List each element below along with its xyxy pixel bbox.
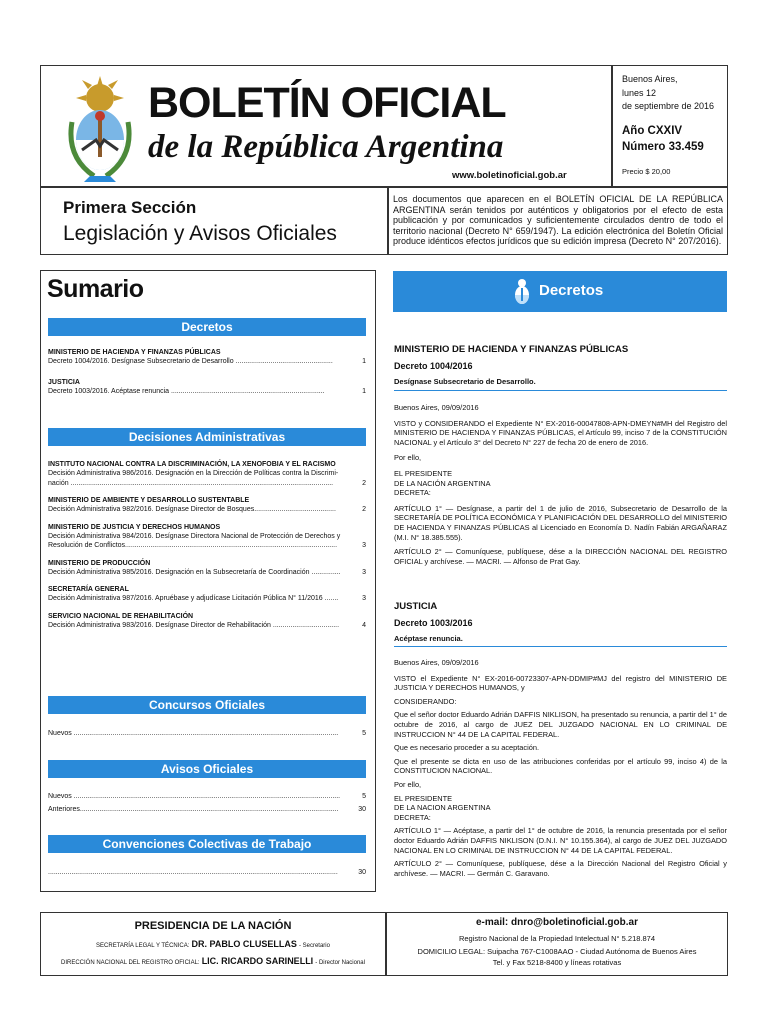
list-item-head: MINISTERIO DE JUSTICIA Y DERECHOS HUMANOS <box>48 523 221 531</box>
list-item[interactable]: Decisión Administrativa 985/2016. Designación en la Subsecretaría de Coordinación ............... 3 <box>48 568 366 576</box>
edition-date: de septiembre de 2016 <box>622 101 715 111</box>
decree-porello: Por ello, <box>394 453 422 463</box>
decree-paragraph: Que el señor doctor Eduardo Adrián DAFFIS NIKLISON, ha presentado su renuncia, a partir del 1° de octubre de 2016, al cargo de JUEZ DEL JUZGADO NACIONAL EN LO CRIMINAL DE INSTRUCCION N° 44 DE LA CAPITAL FEDERAL. <box>394 710 727 739</box>
masthead-url[interactable]: www.boletinoficial.gob.ar <box>452 170 567 181</box>
decree-nacion: DE LA NACIÓN ARGENTINA <box>394 478 491 488</box>
list-item[interactable]: Decisión Administrativa 983/2016. Desígnase Director de Rehabilitación .................................. 4 <box>48 621 366 629</box>
list-item[interactable]: Decisión Administrativa 986/2016. Designación en la Dirección de Políticas contra la Discrimi- <box>48 470 339 477</box>
list-item-head: SERVICIO NACIONAL DE REHABILITACIÓN <box>48 612 194 620</box>
edition-weekday: lunes 12 <box>622 88 657 98</box>
list-item-head: SECRETARÍA GENERAL <box>48 586 129 593</box>
footer-dir-label: DIRECCIÓN NACIONAL DEL REGISTRO OFICIAL: <box>61 960 200 966</box>
sumario-concursos-bar[interactable]: Concursos Oficiales <box>48 696 366 714</box>
sumario-decretos-bar[interactable]: Decretos <box>48 318 366 336</box>
decree-nacion: DE LA NACION ARGENTINA <box>394 803 491 813</box>
legal-notice: Los documentos que aparecen en el BOLETÍN OFICIAL DE LA REPÚBLICA ARGENTINA serán tenidos por auténticos y obligatorios por el efecto de esta publicación y por comunicados y suficientemente circulados dentro de todo el territorio nacional (Decreto N° 659/1947). La edición electrónica del Boletín Oficial produce idénticos efectos jurídicos que su edición impresa (Decreto N° 207/2016). <box>393 194 723 247</box>
sumario-decisiones-bar[interactable]: Decisiones Administrativas <box>48 428 366 446</box>
list-item[interactable]: Decisión Administrativa 987/2016. Apruébase y adjudícase Licitación Pública N° 11/2016 ....... 3 <box>48 595 366 602</box>
decree-date: Buenos Aires, 09/09/2016 <box>394 658 479 667</box>
footer-registro: Registro Nacional de la Propiedad Intelectual N° 5.218.874 <box>458 934 656 943</box>
decreto-1004 <box>394 344 727 386</box>
coat-of-arms-icon <box>60 72 140 184</box>
list-item[interactable]: Decisión Administrativa 984/2016. Desígnase Directora Nacional de Protección de Derechos y <box>48 532 341 540</box>
decreto-1003-body <box>394 658 727 878</box>
sumario-title: Sumario <box>47 275 144 303</box>
masthead-title: BOLETÍN OFICIAL <box>148 79 506 127</box>
decree-summary: Acéptase renuncia. <box>394 634 463 643</box>
list-item-head: MINISTERIO DE AMBIENTE Y DESARROLLO SUSTENTABLE <box>48 497 250 504</box>
edition-number: Número 33.459 <box>622 141 704 153</box>
list-item[interactable]: Nuevos ........................................................................................................................................ 5 <box>48 730 366 737</box>
decree-visto: VISTO y CONSIDERANDO el Expediente N° EX-2016-00047808-APN-DMEYN#MH del Registro del MINISTERIO DE HACIENDA Y FINANZAS PÚBLICAS, el Artículo 99, inciso 7 de la CONSTITUCIÓN NACIONAL y el Artículo 3° del Decreto N° 227 de fecha 20 de enero de 2016. <box>394 418 727 447</box>
list-item-head: MINISTERIO DE HACIENDA Y FINANZAS PÚBLICAS <box>48 349 221 356</box>
footer-dir-role: - Director Nacional <box>315 960 365 966</box>
list-item-head: JUSTICIA <box>48 378 80 386</box>
footer-sec-label: SECRETARÍA LEGAL Y TÉCNICA: <box>96 943 190 949</box>
decree-considerando: CONSIDERANDO: <box>394 696 457 706</box>
footer-direccion <box>40 956 386 966</box>
decretos-banner[interactable] <box>393 271 727 312</box>
banner-coat-of-arms-icon <box>511 277 533 307</box>
decree-number: Decreto 1003/2016 <box>394 618 473 628</box>
decree-article-1: ARTÍCULO 1° — Acéptase, a partir del 1° de octubre de 2016, la renuncia presentada por el señor doctor Eduardo Adrián DAFFIS NIKLISON (D.N.I. N° 10.155.364), al cargo de JUEZ DEL JUZGADO NACIONAL EN LO CRIMINAL DE INSTRUCCION N° 44 DE LA CAPITAL FEDERAL. <box>394 826 727 855</box>
list-item[interactable]: nación ....................................................................................................................................... 2 <box>48 479 366 487</box>
footer-secretaria <box>40 939 386 949</box>
decree-ministry: MINISTERIO DE HACIENDA Y FINANZAS PÚBLICAS <box>394 344 629 355</box>
list-item[interactable]: Decreto 1004/2016. Desígnase Subsecretario de Desarrollo .................................................. 1 <box>48 358 366 365</box>
list-item-head: MINISTERIO DE PRODUCCIÓN <box>48 559 151 567</box>
sumario-avisos-list <box>48 792 366 814</box>
list-item[interactable]: Decisión Administrativa 982/2016. Desígnase Director de Bosques.......................................... 2 <box>48 506 366 513</box>
decree-divider <box>394 390 727 391</box>
list-item[interactable]: Nuevos ......................................................................................................................................... 5 <box>48 793 366 800</box>
list-item-head: INSTITUTO NACIONAL CONTRA LA DISCRIMINACIÓN, LA XENOFOBIA Y EL RACISMO <box>48 461 336 468</box>
decreto-1003 <box>394 601 727 643</box>
edition-price: Precio $ 20,00 <box>622 167 671 176</box>
decree-paragraph: Que el presente se dicta en uso de las atribuciones conferidas por el artículo 99, inciso 4) de la CONSTITUCION NACIONAL. <box>394 756 727 776</box>
section-subtitle: Legislación y Avisos Oficiales <box>63 222 337 245</box>
footer-dir-name: LIC. RICARDO SARINELLI <box>201 956 314 966</box>
footer-left-title: PRESIDENCIA DE LA NACIÓN <box>134 920 292 932</box>
sumario-avisos-bar[interactable]: Avisos Oficiales <box>48 760 366 778</box>
footer-sec-role: - Secretario <box>298 943 330 949</box>
decree-divider <box>394 646 727 647</box>
decree-article-1: ARTÍCULO 1° — Desígnase, a partir del 1 de julio de 2016, Subsecretario de Desarrollo de la SECRETARÍA DE POLÍTICA ECONÓMICA Y PLANIFICACIÓN DEL DESARROLLO del MINISTERIO DE HACIENDA Y FINANZAS PÚBLICAS al Licenciado en Economía D. Nadín Fabián ARGAÑARAZ (M.I. N° 18.385.555). <box>394 503 727 542</box>
decree-summary: Desígnase Subsecretario de Desarrollo. <box>394 377 536 386</box>
list-item[interactable]: Anteriores..................................................................................................................................... 30 <box>48 805 366 813</box>
footer-sec-name: DR. PABLO CLUSELLAS <box>191 939 297 949</box>
list-item[interactable]: Decreto 1003/2016. Acéptase renuncia ............................................................................... 1 <box>48 387 366 395</box>
edition-year: Año CXXIV <box>622 125 683 137</box>
footer-domicilio: DOMICILIO LEGAL: Suipacha 767-C1008AAO - Ciudad Autónoma de Buenos Aires <box>417 947 697 956</box>
decree-visto: VISTO el Expediente N° EX-2016-00723307-APN-DDMIP#MJ del registro del MINISTERIO DE JUSTICIA Y DERECHOS HUMANOS, y <box>394 673 727 693</box>
decree-ministry: JUSTICIA <box>394 601 438 612</box>
decree-decreta: DECRETA: <box>394 812 431 822</box>
decree-decreta: DECRETA: <box>394 488 431 498</box>
decree-paragraph: Que es necesario proceder a su aceptación. <box>394 743 540 753</box>
masthead-subtitle: de la República Argentina <box>148 129 504 165</box>
decretos-banner-label: Decretos <box>539 282 604 299</box>
decree-number: Decreto 1004/2016 <box>394 361 473 371</box>
decree-presidente: EL PRESIDENTE <box>394 468 453 478</box>
list-item[interactable]: Resolución de Conflictos............................................................................................................. 3 <box>48 542 366 549</box>
section-title: Primera Sección <box>63 198 197 217</box>
sumario-convenciones-bar[interactable]: Convenciones Colectivas de Trabajo <box>48 835 366 853</box>
decree-porello: Por ello, <box>394 779 422 789</box>
sumario-decisiones-list <box>48 460 366 630</box>
footer-email[interactable]: e-mail: dnro@boletinoficial.gob.ar <box>476 917 638 928</box>
sumario-concursos-list <box>48 729 366 739</box>
decree-article-2: ARTÍCULO 2° — Comuníquese, publíquese, dése a la DIRECCIÓN NACIONAL DEL REGISTRO OFICIAL y archívese. — MACRI. — Alfonso de Prat Gay. <box>394 547 727 566</box>
list-item[interactable]: ..................................................................................................................................................... 30 <box>48 869 366 876</box>
decree-date: Buenos Aires, 09/09/2016 <box>394 403 479 412</box>
decree-presidente: EL PRESIDENTE <box>394 793 453 803</box>
footer-tel: Tel. y Fax 5218-8400 y líneas rotativas <box>492 958 622 967</box>
decreto-1004-body <box>394 403 727 566</box>
edition-city: Buenos Aires, <box>622 74 678 84</box>
decree-article-2: ARTÍCULO 2° — Comuníquese, publíquese, dése a la Dirección Nacional del Registro Oficial y archívese. — MACRI. — Germán C. Garavano. <box>394 859 727 878</box>
sumario-convenciones-list <box>48 868 366 878</box>
sumario-decretos-list <box>48 348 366 396</box>
